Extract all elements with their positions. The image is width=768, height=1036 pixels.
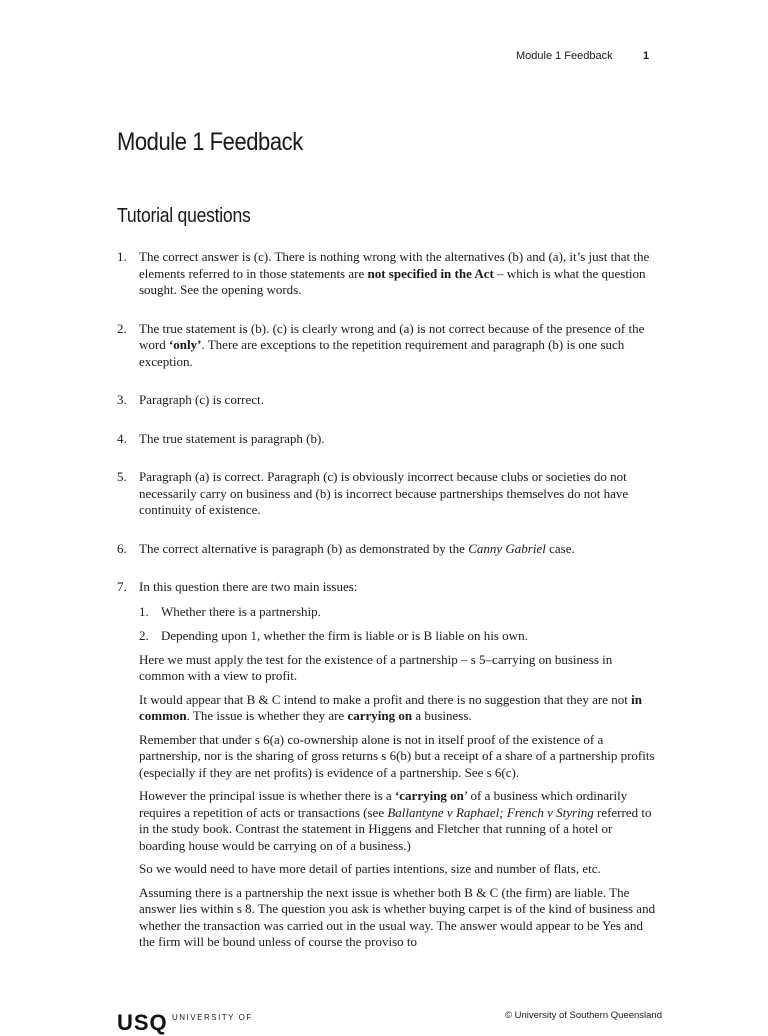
item-number: 2. — [117, 320, 127, 336]
item-number: 7. — [117, 579, 127, 594]
item-number: 3. — [117, 392, 127, 407]
item-number: 4. — [117, 430, 127, 446]
case-name: Canny Gabriel — [468, 540, 546, 556]
paragraph — [139, 788, 657, 854]
paragraph — [139, 692, 657, 725]
item-intro: In this question there are two main issues: — [139, 579, 358, 594]
item-bold-text: ‘only’ — [168, 337, 202, 352]
paragraph-text: It would appear that B & C intend to make a profit and there is no suggestion that they are not — [139, 691, 632, 707]
university-label: UNIVERSITY OF — [172, 1013, 253, 1022]
paragraph-text: referred to in the study book. Contrast the statement in Higgens and Fletcher that running of a hotel or boarding house would be carrying on of a business.) — [139, 804, 652, 853]
item-text: The true statement is paragraph (b). — [139, 430, 325, 446]
item-text: – which is what the question sought. See the opening words. — [139, 265, 646, 297]
question-list — [117, 249, 657, 973]
case-name: Ballantyne v Raphael; French v Styring — [387, 804, 594, 820]
paragraph-text: a business. — [412, 708, 472, 723]
list-item — [117, 392, 657, 409]
list-item — [117, 431, 657, 448]
paragraph: So we would need to have more detail of parties intentions, size and number of flats, etc. — [139, 861, 601, 876]
item-number: 5. — [117, 469, 127, 484]
item-text: Paragraph (a) is correct. Paragraph (c) is obviously incorrect because clubs or societies do not necessarily carry on business and (b) is incorrect because partnerships themselves do not have continuity of existence. — [139, 469, 629, 517]
item-number: 1. — [117, 249, 127, 264]
sub-item-number: 2. — [139, 628, 149, 643]
paragraph-text: However the principal issue is whether there is a — [139, 788, 395, 803]
item-text: The correct alternative is paragraph (b) as demonstrated by the — [139, 540, 469, 556]
item-text: case. — [545, 540, 575, 556]
section-title: Tutorial questions — [117, 205, 251, 227]
item-text: The true statement is (b). (c) is clearly wrong and (a) is not correct because of the presence of the word — [139, 320, 645, 352]
list-item — [117, 249, 657, 299]
item-number: 6. — [117, 540, 127, 556]
list-item — [117, 321, 657, 371]
header-title: Module 1 Feedback — [516, 50, 613, 62]
paragraph-bold-text: ‘carrying on — [394, 788, 464, 803]
paragraph-bold-text: in common — [139, 691, 642, 723]
paragraph: Remember that under s 6(a) co-ownership alone is not in itself proof of the existence of a partnership, nor is the sharing of gross returns s 6(b) but a receipt of a share of a partnership profits (especially if they are net profits) is evidence of a partnership. See s 6(c). — [139, 731, 655, 780]
list-item — [117, 541, 657, 558]
page-number: 1 — [643, 50, 650, 62]
paragraph-bold-text: carrying on — [347, 708, 413, 723]
item-text: The correct answer is (c). There is nothing wrong with the alternatives (b) and (a), it’s just that the elements referred to in those statements are — [139, 249, 650, 281]
list-item — [117, 579, 657, 951]
list-item — [117, 469, 657, 519]
sub-item-text: Depending upon 1, whether the firm is liable or is B liable on his own. — [161, 628, 528, 643]
running-header — [0, 50, 768, 66]
item-text: . There are exceptions to the repetition requirement and paragraph (b) is one such exception. — [139, 337, 625, 369]
paragraph: Here we must apply the test for the existence of a partnership – s 5–carrying on business in common with a view to profit. — [139, 651, 613, 683]
sub-item-text: Whether there is a partnership. — [161, 603, 321, 619]
paragraph-text: ’ of a business which ordinarily requires a repetition of acts or transactions (see — [139, 788, 628, 820]
item-text: Paragraph (c) is correct. — [139, 392, 264, 407]
copyright-notice: © University of Southern Queensland — [505, 1010, 662, 1021]
paragraph: Assuming there is a partnership the next issue is whether both B & C (the firm) are liable. The answer lies within s 8. The question you ask is whether buying carpet is of the kind of business and whether the transaction was carried out in the usual way. The answer would appear to be Yes and the firm will be bound unless of course the proviso to — [139, 884, 656, 949]
item-bold-text: not specified in the Act — [367, 265, 494, 281]
paragraph-text: . The issue is whether they are — [186, 708, 348, 723]
sub-item — [139, 628, 657, 645]
sub-item — [139, 604, 657, 621]
page-title: Module 1 Feedback — [117, 128, 303, 156]
usq-logo: USQ — [117, 1010, 168, 1035]
sub-item-number: 1. — [139, 603, 149, 619]
